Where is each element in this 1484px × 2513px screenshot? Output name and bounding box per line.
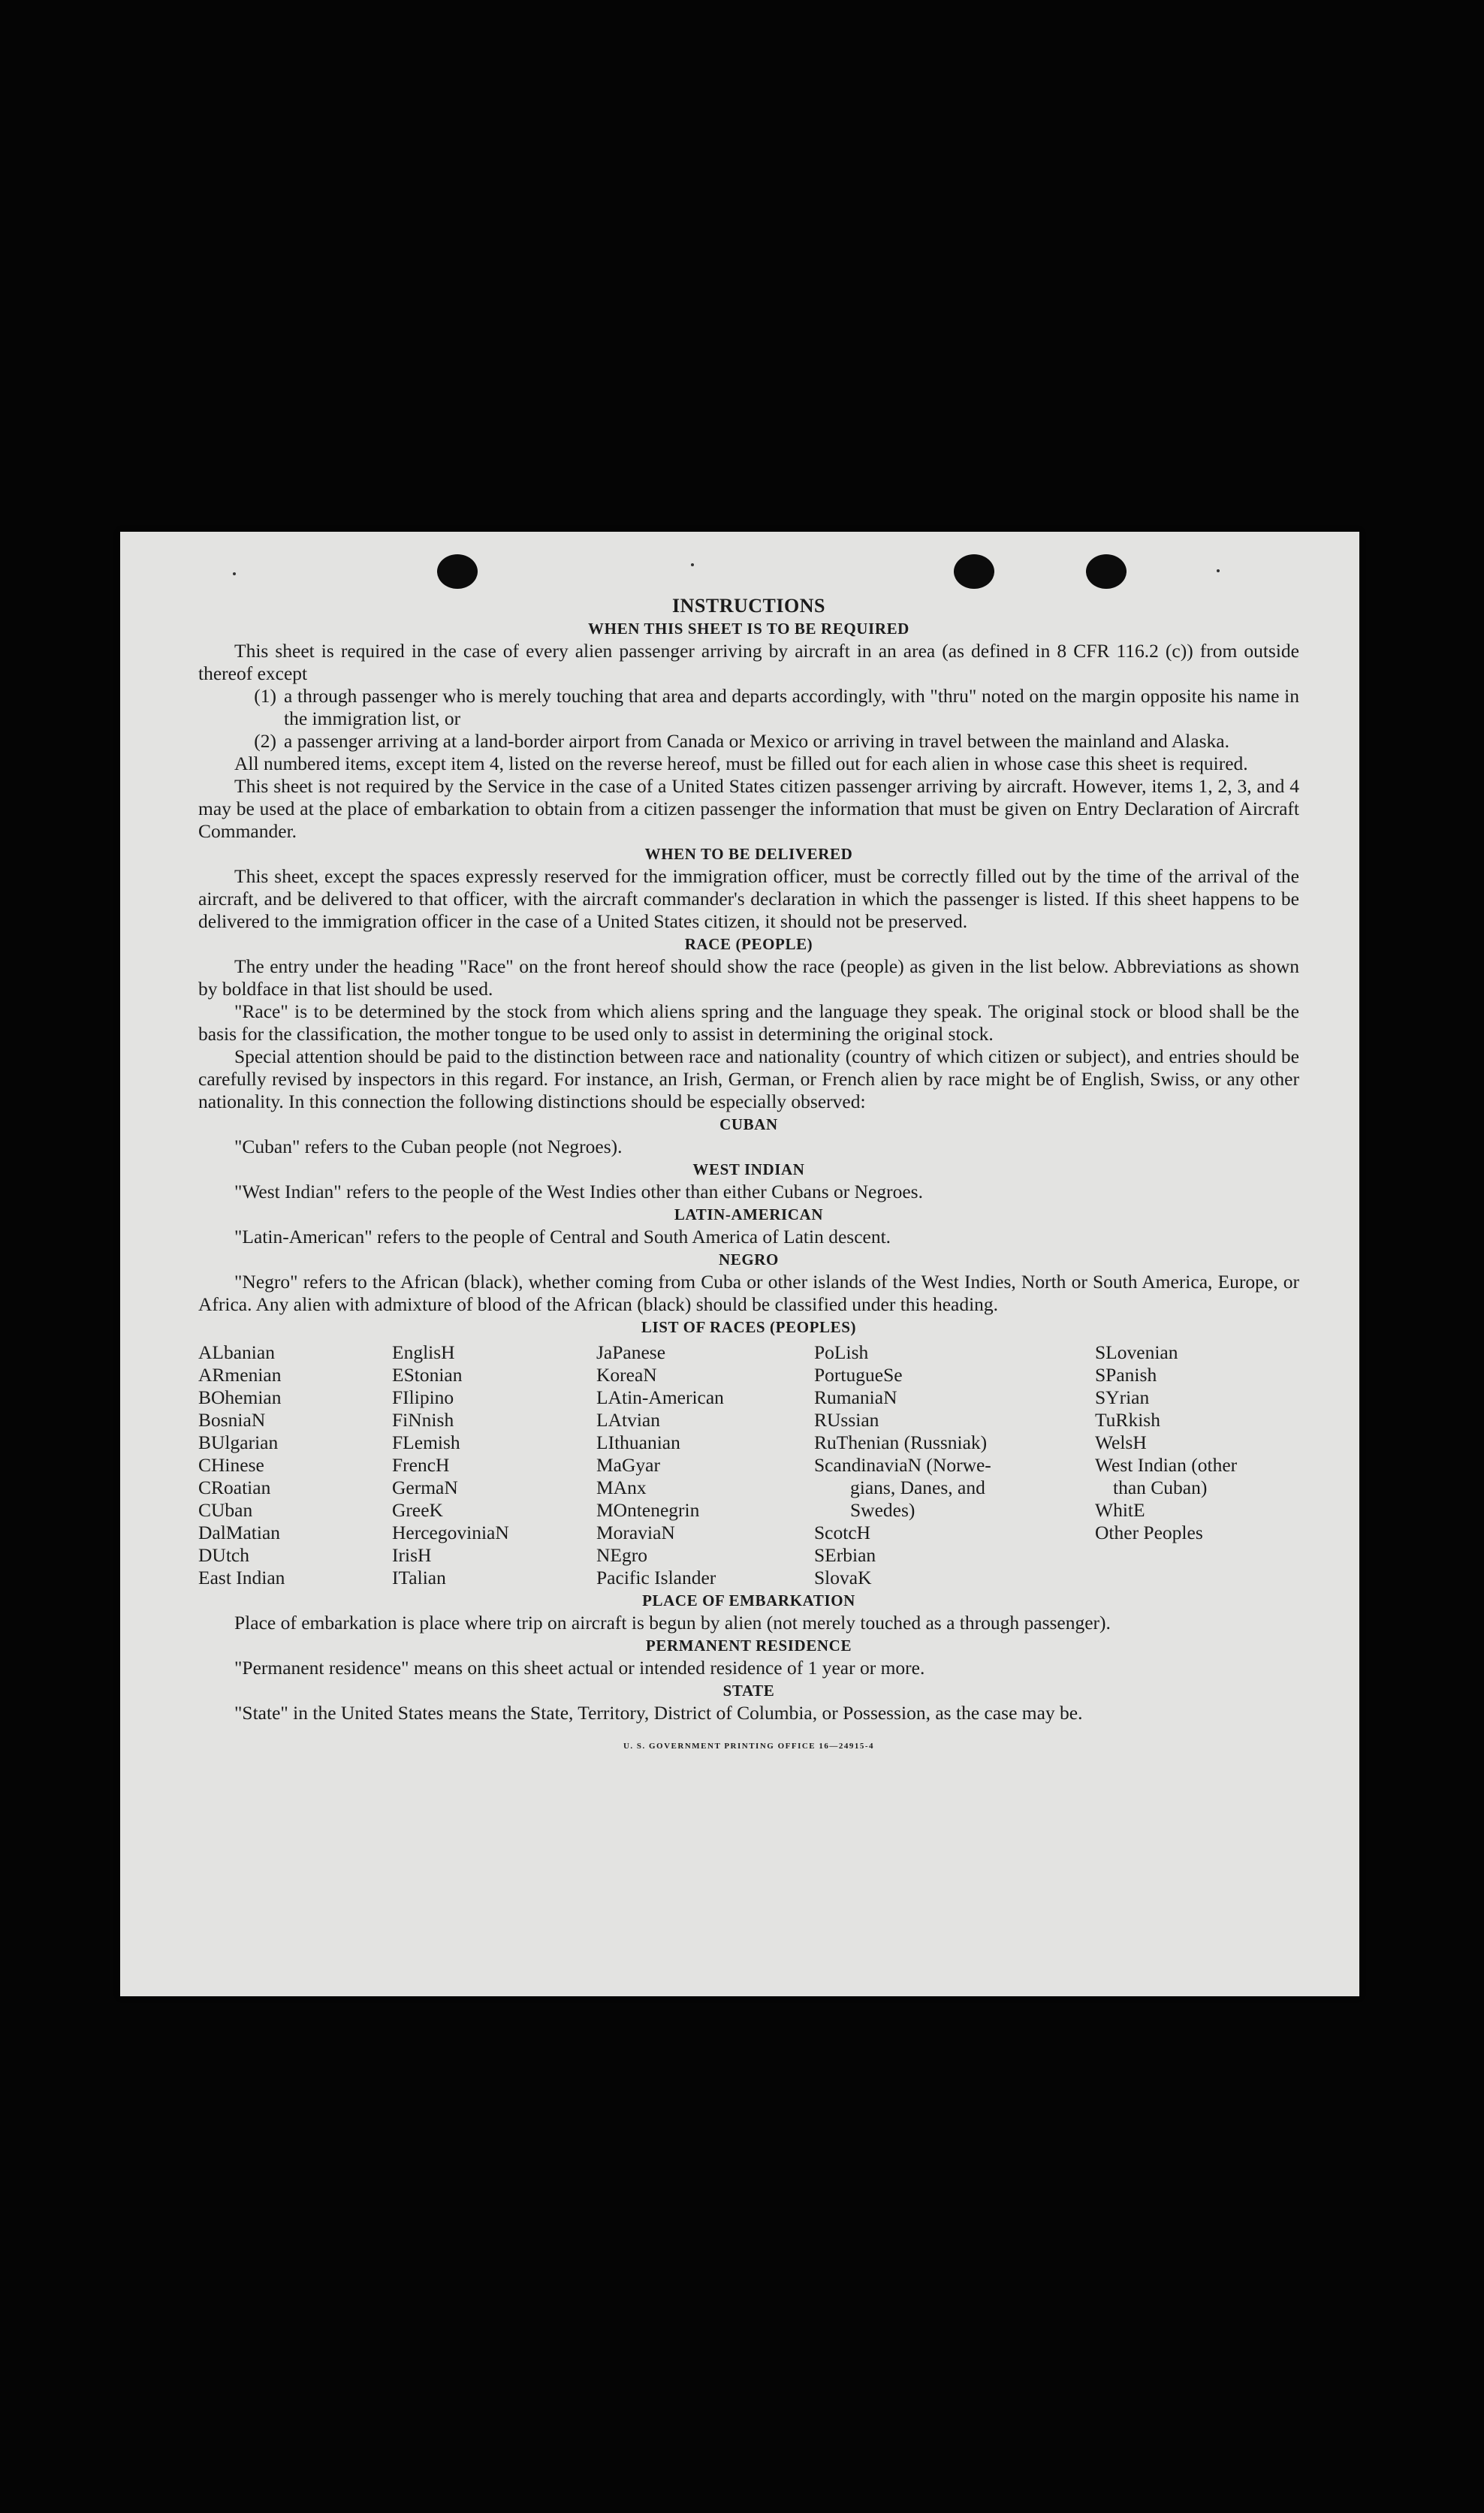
item-text: a through passenger who is merely touching that area and departs accordingly, with "thru" noted on the margin opposite his name in the immigration list, or	[284, 685, 1299, 729]
race-item: FiNnish	[392, 1409, 454, 1431]
race-item: ScandinaviaN (Norwe-	[814, 1454, 991, 1476]
subsection-title: CUBAN	[719, 1115, 778, 1133]
paragraph: "West Indian" refers to the people of the West Indies other than either Cubans or Negroes.	[234, 1181, 923, 1202]
race-item: SlovaK	[814, 1567, 872, 1588]
paragraph: "Negro" refers to the African (black), whether coming from Cuba or other islands of the West Indies, North or South America, Europe, or Africa. Any alien with admixture of blood of the African (black) should be classified under this heading.	[198, 1271, 1299, 1315]
race-item: ARmenian	[198, 1364, 282, 1386]
race-item: RuThenian (Russniak)	[814, 1431, 988, 1453]
race-item: CHinese	[198, 1454, 264, 1476]
race-item: gians, Danes, and	[850, 1477, 985, 1498]
section-title: PERMANENT RESIDENCE	[645, 1637, 852, 1655]
race-item: KoreaN	[596, 1364, 657, 1386]
item-number: (2)	[254, 730, 276, 752]
punch-hole	[1086, 554, 1127, 589]
race-item: JaPanese	[596, 1341, 666, 1363]
race-item: BosniaN	[198, 1409, 266, 1431]
paragraph: "Cuban" refers to the Cuban people (not Negroes).	[234, 1136, 623, 1157]
paragraph: This sheet is not required by the Service in the case of a United States citizen passenger arriving by aircraft. However, items 1, 2, 3, and 4 may be used at the place of embarkation to obtain from a citizen passenger the information that must be given on Entry Declaration of Aircraft Commander.	[198, 775, 1299, 842]
race-item: FIlipino	[392, 1386, 454, 1408]
race-item: ALbanian	[198, 1341, 275, 1363]
item-number: (1)	[254, 685, 276, 707]
section-title: WHEN TO BE DELIVERED	[644, 845, 853, 863]
race-item: BOhemian	[198, 1386, 282, 1408]
printer-imprint: U. S. GOVERNMENT PRINTING OFFICE 16—24915-4	[623, 1742, 875, 1751]
race-item: SErbian	[814, 1544, 876, 1566]
race-item: IrisH	[392, 1544, 432, 1566]
paragraph: "Race" is to be determined by the stock from which aliens spring and the language they speak. The original stock or blood shall be the basis for the classification, the mother tongue to be used only to assist in determining the original stock.	[198, 1000, 1299, 1045]
paper-speck	[233, 572, 236, 575]
race-item: PortugueSe	[814, 1364, 903, 1386]
race-item: DalMatian	[198, 1522, 281, 1543]
paper-speck	[1217, 569, 1220, 572]
race-item: EnglisH	[392, 1341, 455, 1363]
list-item	[198, 730, 1299, 753]
instruction-sheet	[120, 532, 1359, 1996]
page-title: INSTRUCTIONS	[672, 595, 825, 617]
race-item: DUtch	[198, 1544, 249, 1566]
race-item: GreeK	[392, 1499, 443, 1521]
race-item: RumaniaN	[814, 1386, 897, 1408]
race-item: SYrian	[1095, 1386, 1150, 1408]
race-item: Other Peoples	[1095, 1522, 1203, 1543]
subsection-title: NEGRO	[718, 1250, 779, 1269]
race-item: WelsH	[1095, 1431, 1147, 1453]
race-column	[392, 1341, 596, 1589]
race-item: GermaN	[392, 1477, 458, 1498]
punch-hole	[437, 554, 478, 589]
paragraph: "Permanent residence" means on this sheet actual or intended residence of 1 year or more.	[234, 1657, 925, 1679]
paragraph: The entry under the heading "Race" on the front hereof should show the race (people) as given in the list below. Abbreviations as shown by boldface in that list should be used.	[198, 955, 1299, 1000]
race-item: MoraviaN	[596, 1522, 675, 1543]
race-item: Swedes)	[850, 1499, 915, 1521]
race-item: MAnx	[596, 1477, 647, 1498]
section-title: STATE	[722, 1682, 775, 1700]
race-column	[198, 1341, 392, 1589]
section-title: PLACE OF EMBARKATION	[642, 1591, 855, 1609]
paragraph: Special attention should be paid to the distinction between race and nationality (country of which citizen or subject), and entries should be carefully revised by inspectors in this regard. For instance, an Irish, German, or French alien by race might be of English, Swiss, or any other nationality. In this connection the following distinctions should be especially observed:	[198, 1045, 1299, 1112]
paragraph: This sheet, except the spaces expressly reserved for the immigration officer, must be correctly filled out by the time of the arrival of the aircraft, and be delivered to that officer, with the aircraft commander's declaration in which the passenger is listed. If this sheet happens to be delivered to the immigration officer in the case of a United States citizen, it should not be preserved.	[198, 865, 1299, 932]
race-column	[814, 1341, 1095, 1589]
paper-speck	[691, 563, 694, 566]
document-body	[198, 595, 1299, 1757]
race-item: LAtvian	[596, 1409, 660, 1431]
race-item: MOntenegrin	[596, 1499, 700, 1521]
race-item: ITalian	[392, 1567, 446, 1588]
race-item: CUban	[198, 1499, 253, 1521]
paragraph: All numbered items, except item 4, listed on the reverse hereof, must be filled out for each alien in whose case this sheet is required.	[234, 753, 1248, 774]
race-item: WhitE	[1095, 1499, 1145, 1521]
subsection-title: WEST INDIAN	[692, 1160, 805, 1178]
race-item: PoLish	[814, 1341, 869, 1363]
race-item: SPanish	[1095, 1364, 1157, 1386]
race-item: than Cuban)	[1113, 1477, 1208, 1498]
subsection-title: LATIN-AMERICAN	[674, 1205, 824, 1223]
race-item: RUssian	[814, 1409, 879, 1431]
race-list	[198, 1341, 1299, 1589]
race-item: HercegoviniaN	[392, 1522, 509, 1543]
race-item: TuRkish	[1095, 1409, 1160, 1431]
section-title: RACE (PEOPLE)	[684, 935, 813, 953]
paragraph: "Latin-American" refers to the people of Central and South America of Latin descent.	[234, 1226, 891, 1247]
paragraph: This sheet is required in the case of every alien passenger arriving by aircraft in an area (as defined in 8 CFR 116.2 (c)) from outside thereof except	[198, 640, 1299, 684]
race-item: CRoatian	[198, 1477, 271, 1498]
race-item: West Indian (other	[1095, 1454, 1238, 1476]
race-column	[1095, 1341, 1299, 1589]
section-title: LIST OF RACES (PEOPLES)	[641, 1318, 857, 1336]
paragraph: Place of embarkation is place where trip on aircraft is begun by alien (not merely touched as a through passenger).	[234, 1612, 1111, 1634]
race-item: East Indian	[198, 1567, 285, 1588]
punch-hole	[954, 554, 994, 589]
race-item: LIthuanian	[596, 1431, 680, 1453]
section-title: WHEN THIS SHEET IS TO BE REQUIRED	[588, 620, 909, 638]
race-item: MaGyar	[596, 1454, 660, 1476]
race-column	[596, 1341, 814, 1589]
race-item: ScotcH	[814, 1522, 871, 1543]
list-item	[198, 685, 1299, 730]
race-item: EStonian	[392, 1364, 463, 1386]
race-item: FLemish	[392, 1431, 460, 1453]
race-item: BUlgarian	[198, 1431, 279, 1453]
race-item: SLovenian	[1095, 1341, 1178, 1363]
race-item: LAtin-American	[596, 1386, 724, 1408]
race-item: Pacific Islander	[596, 1567, 716, 1588]
item-text: a passenger arriving at a land-border airport from Canada or Mexico or arriving in travel between the mainland and Alaska.	[284, 730, 1229, 752]
paragraph: "State" in the United States means the State, Territory, District of Columbia, or Possession, as the case may be.	[234, 1702, 1083, 1724]
race-item: NEgro	[596, 1544, 647, 1566]
race-item: FrencH	[392, 1454, 450, 1476]
